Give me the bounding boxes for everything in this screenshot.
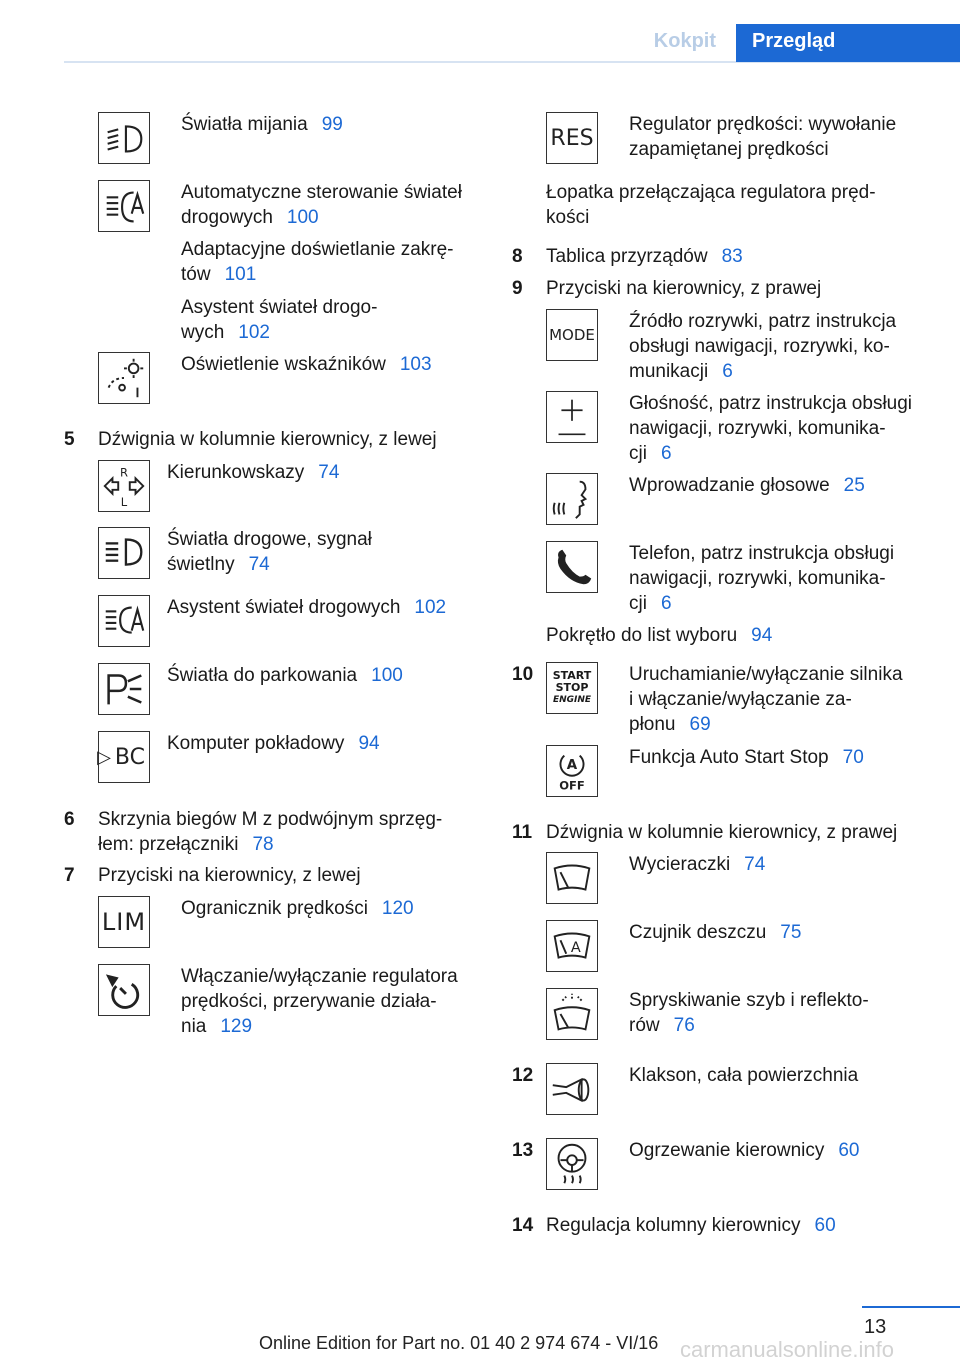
entry-entertainment-source: Źródło rozrywki, patrz instrukcja obsługi nawigacji, rozrywki, ko- munikacji 6 <box>629 311 897 382</box>
mode-button-icon: MODE <box>546 309 598 361</box>
start-stop-engine-icon: START STOP ENGINE <box>546 662 598 714</box>
tab-kokpit[interactable]: Kokpit <box>653 30 716 52</box>
cruise-control-toggle-icon <box>98 964 150 1016</box>
item-number: 12 <box>512 1065 534 1086</box>
phone-icon <box>546 541 598 593</box>
item-number: 10 <box>512 664 534 685</box>
page-ref[interactable]: 100 <box>286 207 319 228</box>
item-number: 7 <box>64 865 75 886</box>
instrument-lighting-icon <box>98 352 150 404</box>
speed-limiter-icon: LIM <box>98 896 150 948</box>
page-ref[interactable]: 74 <box>248 554 270 575</box>
page-ref[interactable]: 102 <box>414 597 447 618</box>
item-heading: Tablica przyrządów 83 <box>546 246 743 267</box>
onboard-computer-icon: ▷ BC <box>98 731 150 783</box>
item-heading: Przyciski na kierownicy, z prawej <box>546 278 822 299</box>
entry-adaptive-cornering: Adaptacyjne doświetlanie zakrę- tów 101 <box>181 239 454 285</box>
item-number: 9 <box>512 278 523 299</box>
entry-wipers: Wycieraczki 74 <box>629 854 766 875</box>
entry-engine-start-stop: Uruchamianie/wyłączanie silnika i włączanie/wyłączanie za- płonu 69 <box>629 664 903 735</box>
entry-steering-heating: Ogrzewanie kierownicy 60 <box>629 1140 860 1161</box>
page-ref[interactable]: 75 <box>780 922 802 943</box>
wiper-icon <box>546 852 598 904</box>
edition-text: Online Edition for Part no. 01 40 2 974 674 - VI/16 <box>259 1333 659 1353</box>
item-heading: Skrzynia biegów M z podwójnym sprzęg- łem: przełączniki 78 <box>98 809 443 855</box>
turn-signal-icon <box>98 460 150 512</box>
tab-przeglad[interactable]: Przegląd <box>736 24 960 62</box>
page-ref[interactable]: 78 <box>252 834 274 855</box>
entry-onboard-computer: Komputer pokładowy 94 <box>167 733 380 754</box>
low-beam-icon <box>98 112 150 164</box>
parking-light-icon <box>98 663 150 715</box>
high-beam-icon <box>98 527 150 579</box>
volume-icon <box>546 391 598 443</box>
page-ref[interactable]: 83 <box>721 246 743 267</box>
page-ref[interactable]: 100 <box>371 665 403 686</box>
item-heading: Dźwignia w kolumnie kierownicy, z lewej <box>98 429 437 450</box>
page-ref[interactable]: 60 <box>814 1215 836 1236</box>
item-number: 5 <box>64 429 75 450</box>
auto-high-beam-icon <box>98 180 150 232</box>
rain-sensor-icon <box>546 920 598 972</box>
entry-instrument-lighting: Oświetlenie wskaźników 103 <box>181 354 432 375</box>
page-ref[interactable]: 120 <box>381 898 414 919</box>
entry-cruise-control-toggle: Włączanie/wyłączanie regulatora prędkości, przerywanie działa- nia 129 <box>181 966 458 1037</box>
entry-auto-start-stop: Funkcja Auto Start Stop 70 <box>629 747 864 768</box>
item-number: 13 <box>512 1140 534 1161</box>
entry-auto-high-beam: Automatyczne sterowanie świateł drogowych 100 <box>181 182 462 228</box>
page-ref[interactable]: 94 <box>751 625 773 646</box>
voice-input-icon <box>546 473 598 525</box>
entry-high-beam-assist-2: Asystent świateł drogowych 102 <box>167 597 447 618</box>
page-ref[interactable]: 6 <box>722 361 733 382</box>
entry-resume-speed: Regulator prędkości: wywołanie zapamiętanej prędkości <box>629 114 897 160</box>
item-heading: Regulacja kolumny kierownicy 60 <box>546 1215 836 1236</box>
page-ref[interactable]: 25 <box>843 475 865 496</box>
entry-volume: Głośność, patrz instrukcja obsługi nawigacji, rozrywki, komunika- cji 6 <box>629 393 913 464</box>
item-number: 14 <box>512 1215 534 1236</box>
page-ref[interactable]: 99 <box>321 114 343 135</box>
entry-parking-lights: Światła do parkowania 100 <box>167 665 403 686</box>
item-number: 11 <box>512 822 533 843</box>
page-ref[interactable]: 69 <box>689 714 711 735</box>
auto-start-stop-off: OFF <box>559 778 585 793</box>
entry-rain-sensor: Czujnik deszczu 75 <box>629 922 802 943</box>
high-beam-assist-icon <box>98 595 150 647</box>
page-ref[interactable]: 6 <box>660 443 672 464</box>
footer-rule <box>862 1306 960 1308</box>
page-ref[interactable]: 74 <box>318 462 340 483</box>
entry-cruise-rocker: Łopatka przełączająca regulatora pręd- kości <box>546 182 876 228</box>
entry-phone: Telefon, patrz instrukcja obsługi nawigacji, rozrywki, komunika- cji 6 <box>629 543 895 614</box>
entry-low-beam: Światła mijania 99 <box>181 114 343 135</box>
entry-voice-input: Wprowadzanie głosowe 25 <box>629 475 865 496</box>
item-number: 8 <box>512 246 523 267</box>
entry-horn: Klakson, cała powierzchnia <box>629 1065 859 1086</box>
item-heading: Dźwignia w kolumnie kierownicy, z prawej <box>546 822 898 843</box>
item-number: 6 <box>64 809 75 830</box>
entry-washer: Spryskiwanie szyb i reflekto- rów 76 <box>629 990 869 1036</box>
page-ref[interactable]: 74 <box>744 854 766 875</box>
page-number: 13 <box>864 1316 887 1338</box>
entry-high-beam-flash: Światła drogowe, sygnał świetlny 74 <box>167 529 372 575</box>
entry-turn-signals: Kierunkowskazy 74 <box>167 462 340 483</box>
auto-start-stop-icon <box>546 745 598 797</box>
rain-sensor-a: A <box>570 939 581 956</box>
item-heading: Przyciski na kierownicy, z lewej <box>98 865 361 886</box>
page-ref[interactable]: 129 <box>220 1016 253 1037</box>
section-tabs <box>634 24 960 62</box>
turn-signal-r: R <box>119 465 129 480</box>
page-ref[interactable]: 6 <box>660 593 672 614</box>
page-ref[interactable]: 102 <box>238 322 270 343</box>
horn-icon <box>546 1063 598 1115</box>
auto-start-stop-a: A <box>566 758 578 774</box>
entry-selection-wheel: Pokrętło do list wyboru 94 <box>546 625 773 646</box>
entry-high-beam-assist: Asystent świateł drogo- wych 102 <box>181 297 378 343</box>
page-ref[interactable]: 70 <box>842 747 864 768</box>
page-ref[interactable]: 60 <box>838 1140 860 1161</box>
page-ref[interactable]: 103 <box>399 354 432 375</box>
resume-speed-icon: RES <box>546 112 598 164</box>
watermark: carmanualsonline.info <box>680 1337 895 1362</box>
entry-speed-limiter: Ogranicznik prędkości 120 <box>181 898 414 919</box>
page-ref[interactable]: 76 <box>673 1015 695 1036</box>
steering-wheel-heating-icon <box>546 1138 598 1190</box>
page-ref[interactable]: 101 <box>224 264 257 285</box>
turn-signal-l: L <box>120 495 128 510</box>
washer-icon <box>546 988 598 1040</box>
page-ref[interactable]: 94 <box>358 733 380 754</box>
